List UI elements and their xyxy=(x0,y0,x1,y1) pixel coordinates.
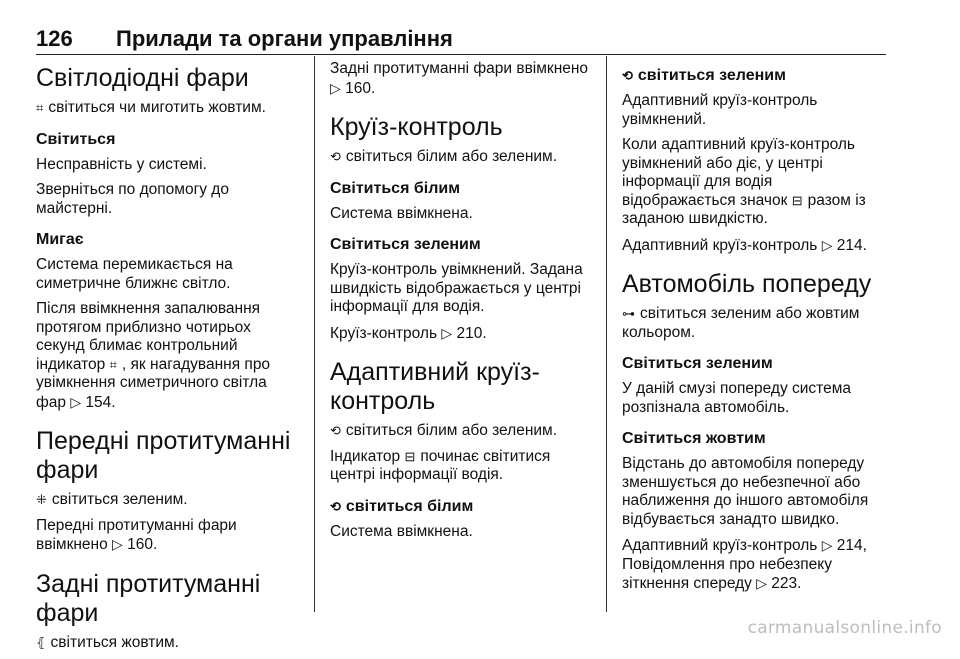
paragraph: Після ввімкнення запалювання протягом приблизно чотирьох секунд блимає контрольний індикатор ⌗ , як нагадування про увімкнення симетричного світла фар ▷ 154. xyxy=(36,300,271,411)
subheading: Світиться xyxy=(36,130,116,148)
page-ref-link[interactable]: 160. xyxy=(127,536,158,553)
cruise-control-icon: ⟲ xyxy=(622,68,633,83)
vehicle-ahead-icon: ⊶ xyxy=(622,306,635,321)
subheading: Світиться зеленим xyxy=(622,355,773,372)
front-fog-light-icon: ⁜ xyxy=(36,492,47,507)
section-lead: ⊶ світиться зеленим або жовтим кольором. xyxy=(622,305,860,341)
page-ref-arrow-icon: ▷ xyxy=(112,536,123,552)
watermark: carmanualsonline.info xyxy=(747,618,942,638)
section-lead: ⁜ світиться зеленим. xyxy=(36,491,188,508)
section-title: Автомобіль попереду xyxy=(622,270,872,298)
section-title: Задні протитуманні фари xyxy=(36,569,261,627)
paragraph: Система ввімкнена. xyxy=(330,204,473,222)
rear-fog-light-icon: ⦃ xyxy=(36,634,46,650)
cruise-control-icon: ⟲ xyxy=(330,498,341,514)
page-ref-link[interactable]: 154. xyxy=(85,393,116,411)
subheading: Світиться зеленим xyxy=(330,236,481,253)
adaptive-cruise-car-icon: ⊟ xyxy=(791,192,803,208)
column-3 xyxy=(622,60,890,601)
section-lead: ⟲ світиться білим або зеленим. xyxy=(330,148,558,165)
section-title: Круїз-контроль xyxy=(330,113,503,141)
section-title: Адаптивний круїз-контроль xyxy=(330,358,540,415)
adaptive-cruise-car-icon: ⊟ xyxy=(404,448,416,464)
section-lead: ⌗ світиться чи миготить жовтим. xyxy=(36,99,266,116)
column-1 xyxy=(36,60,298,659)
paragraph: Круїз-контроль ▷ 210. xyxy=(330,324,487,342)
subheading: Світиться жовтим xyxy=(622,430,766,447)
page-ref-link[interactable]: 210. xyxy=(456,324,487,342)
paragraph: Відстань до автомобіля попереду зменшується до небезпечної або наближення до іншого автомобіля відбувається занадто швидко. xyxy=(622,455,869,528)
section-title: Світлодіодні фари xyxy=(36,64,249,92)
cruise-control-icon: ⟲ xyxy=(330,149,341,164)
column-divider xyxy=(606,56,607,612)
paragraph: Індикатор ⊟ починає світитися центрі інформації водія. xyxy=(330,447,551,483)
page-ref-arrow-icon: ▷ xyxy=(441,324,453,341)
subheading: Мигає xyxy=(36,231,84,248)
paragraph: Адаптивний круїз-контроль увімкнений. xyxy=(622,92,818,128)
subheading: ⟲ світиться зеленим xyxy=(622,67,786,84)
page-ref-arrow-icon: ▷ xyxy=(821,537,833,553)
page-ref-arrow-icon: ▷ xyxy=(756,575,767,591)
paragraph: У даній смузі попереду система розпізнала автомобіль. xyxy=(622,380,851,416)
page-ref-link[interactable]: 160. xyxy=(345,79,376,97)
paragraph: Система ввімкнена. xyxy=(330,522,473,540)
cruise-control-icon: ⟲ xyxy=(330,423,341,438)
headlight-indicator-icon: ⌗ xyxy=(109,356,117,372)
page-ref-link[interactable]: 223. xyxy=(771,575,802,592)
page-number: 126 xyxy=(36,26,73,51)
paragraph: Зверніться по допомогу до майстерні. xyxy=(36,181,229,217)
chapter-title: Прилади та органи управління xyxy=(116,26,453,51)
subheading: ⟲ світиться білим xyxy=(330,497,474,515)
subheading: Світиться білим xyxy=(330,179,461,197)
section-title: Передні протитуманні фари xyxy=(36,427,291,484)
page-ref-arrow-icon: ▷ xyxy=(821,236,833,253)
column-divider xyxy=(314,56,315,612)
headlight-indicator-icon: ⌗ xyxy=(36,100,44,115)
paragraph: Адаптивний круїз-контроль ▷ 214. xyxy=(622,236,867,254)
section-lead: ⦃ світиться жовтим. xyxy=(36,633,179,651)
paragraph: Передні протитуманні фари ввімкнено ▷ 160. xyxy=(36,516,237,553)
page-ref-link[interactable]: 214, xyxy=(836,537,867,554)
paragraph: Задні протитуманні фари ввімкнено ▷ 160. xyxy=(330,60,589,97)
paragraph: Круїз-контроль увімкнений. Задана швидкість відображається у центрі інформації для водія. xyxy=(330,261,583,315)
column-2 xyxy=(330,60,598,548)
page-header xyxy=(36,26,886,55)
paragraph: Коли адаптивний круїз-контроль увімкнений або діє, у центрі інформації для водія відображається значок ⊟ разом із заданою швидкістю. xyxy=(622,136,866,227)
paragraph: Несправність у системі. xyxy=(36,155,207,173)
page-ref-link[interactable]: 214. xyxy=(836,236,867,254)
paragraph: Адаптивний круїз-контроль ▷ 214, Повідомлення про небезпеку зіткнення спереду ▷ 223. xyxy=(622,537,867,592)
section-lead: ⟲ світиться білим або зеленим. xyxy=(330,422,558,439)
page-ref-arrow-icon: ▷ xyxy=(330,79,341,96)
page-ref-arrow-icon: ▷ xyxy=(70,393,82,410)
paragraph: Система перемикається на симетричне ближнє світло. xyxy=(36,256,233,292)
